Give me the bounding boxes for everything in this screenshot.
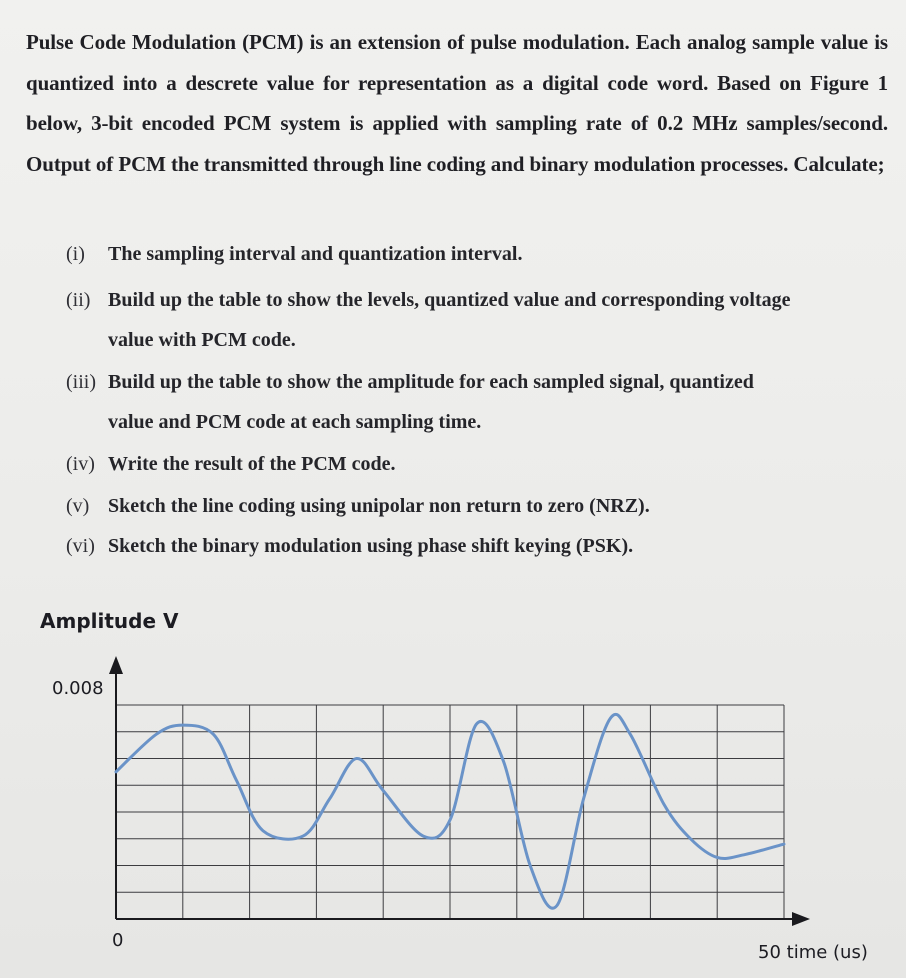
y-axis-label: Amplitude V (40, 609, 179, 633)
question-number: (iv) (66, 453, 95, 475)
question-text-continued: value and PCM code at each sampling time. (108, 411, 482, 433)
y-axis-top-tick-label: 0.008 (52, 678, 104, 699)
question-text: The sampling interval and quantization interval. (108, 243, 523, 265)
x-axis-origin-label: 0 (112, 930, 124, 951)
question-number: (ii) (66, 289, 91, 311)
problem-intro: Pulse Code Modulation (PCM) is an extension of pulse modulation. Each analog sample value is quantized into a descrete value for representation as a digital code word. Based on Figure 1 below, 3-bit encoded PCM system is applied with sampling rate of 0.2 MHz samples/second. Output of PCM the transmitted through line coding and binary modulation processes. Calculate; (26, 30, 888, 176)
question-text: Build up the table to show the amplitude for each sampled signal, quantized (108, 371, 754, 393)
question-text-continued: value with PCM code. (108, 329, 296, 351)
question-number: (iii) (66, 371, 96, 393)
x-axis-end-tick: 50 (758, 942, 781, 963)
question-number: (vi) (66, 535, 95, 557)
question-text: Write the result of the PCM code. (108, 453, 396, 475)
question-number: (i) (66, 243, 85, 265)
question-number: (v) (66, 495, 90, 517)
y-axis-arrow (109, 656, 123, 674)
question-text: Sketch the binary modulation using phase shift keying (PSK). (108, 535, 634, 557)
x-axis-label: time (us) (786, 942, 868, 963)
question-text: Build up the table to show the levels, quantized value and corresponding voltage (108, 289, 791, 311)
x-axis-arrow (792, 912, 810, 926)
question-text: Sketch the line coding using unipolar non return to zero (NRZ). (108, 495, 650, 517)
